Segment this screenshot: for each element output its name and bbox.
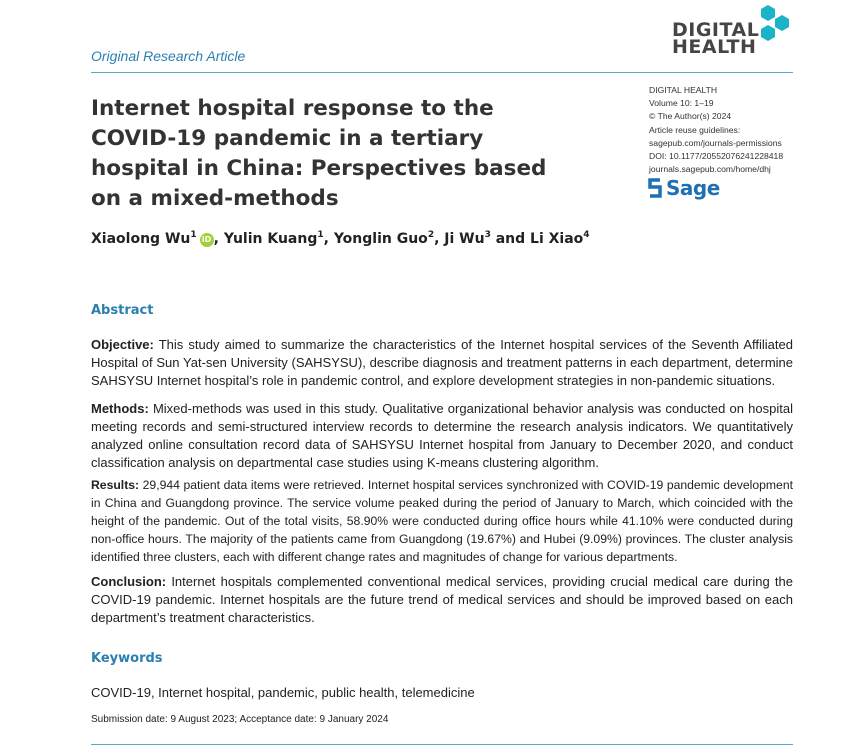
- author-name[interactable]: Yulin Kuang: [223, 231, 318, 247]
- author-affiliation: 1: [190, 230, 197, 240]
- footer-divider: [91, 744, 793, 745]
- objective-label: Objective:: [91, 337, 154, 352]
- author-affiliation: 2: [427, 230, 435, 240]
- journal-logo: [670, 4, 795, 64]
- hexagon-logo-icon: [754, 4, 794, 48]
- author-affiliation: 3: [484, 230, 491, 240]
- publisher-name: Sage: [666, 176, 720, 200]
- permissions-link[interactable]: sagepub.com/journals-permissions: [649, 137, 782, 148]
- conclusion-text: Internet hospitals complemented conventional medical services, providing crucial medical care during the COVID-19 pandemic. Internet hospitals are the future trend of medical services and should be improved based on each department’s treatment characteristics.: [91, 574, 793, 625]
- keywords-heading: Keywords: [91, 651, 163, 666]
- submission-dates: Submission date: 9 August 2023; Acceptance date: 9 January 2024: [91, 714, 389, 725]
- author-name[interactable]: Li Xiao: [530, 231, 584, 247]
- results-label: Results:: [91, 478, 140, 492]
- article-title: Internet hospital response to the COVID-19 pandemic in a tertiary hospital in China: Perspectives based on a mixed-methods: [91, 96, 547, 211]
- author-separator: ,: [434, 231, 445, 247]
- reuse-guidelines-label: Article reuse guidelines:: [649, 124, 741, 135]
- methods-text: Mixed-methods was used in this study. Qualitative organizational behavior analysis was conducted on hospital meeting records and semi-structured interview records to determine the research analysis indicators. We quantitatively analyzed online consultation record data of SAHSYSU Internet hospital from January to December 2020, and conduct classification analysis on departmental case studies using K-means clustering algorithm.: [91, 401, 793, 470]
- logo-wordmark: [672, 19, 760, 58]
- author-name[interactable]: Xiaolong Wu: [91, 231, 191, 247]
- publisher-logo: [648, 175, 720, 201]
- journal-copyright: © The Author(s) 2024: [649, 111, 732, 122]
- author-name[interactable]: Ji Wu: [444, 231, 485, 247]
- header-divider: [91, 72, 793, 73]
- sage-mark-icon: [648, 177, 662, 199]
- abstract-methods: [91, 400, 793, 472]
- author-affiliation: 1: [317, 230, 324, 240]
- journal-name: DIGITAL HEALTH: [649, 85, 718, 95]
- results-text: 29,944 patient data items were retrieved. Internet hospital services synchronized with COVID-19 pandemic development in China and Guangdong province. The service volume peaked during the period of January to March, which coincided with the height of the pandemic. Out of the total visits, 58.90% were conducted during office hours while 41.10% were conducted during non-office hours. The majority of the patients came from Guangdong (19.67%) and Hubei (9.09%) provinces. The cluster analysis identified three clusters, each with different change rates and magnitudes of change for various departments.: [91, 478, 793, 564]
- objective-text: This study aimed to summarize the characteristics of the Internet hospital services of the Seventh Affiliated Hospital of Sun Yat-sen University (SAHSYSU), describe diagnosis and treatment patterns in each department, determine SAHSYSU Internet hospital’s role in pandemic control, and explore development strategies in non-pandemic situations.: [91, 337, 793, 388]
- author-separator: and: [490, 231, 531, 247]
- keywords-list: COVID-19, Internet hospital, pandemic, public health, telemedicine: [91, 685, 475, 700]
- article-type: Original Research Article: [91, 48, 246, 64]
- author-list: [91, 230, 590, 247]
- abstract-objective: [91, 336, 793, 390]
- abstract-results: [91, 476, 793, 566]
- doi[interactable]: DOI: 10.1177/20552076241228418: [649, 151, 784, 162]
- author-affiliation: 4: [583, 230, 590, 240]
- abstract-heading: Abstract: [91, 303, 154, 318]
- author-name[interactable]: Yonglin Guo: [333, 231, 428, 247]
- conclusion-label: Conclusion:: [91, 574, 167, 589]
- logo-line-1: DIGITAL: [672, 19, 760, 41]
- journal-home-link[interactable]: journals.sagepub.com/home/dhj: [649, 164, 771, 175]
- methods-label: Methods:: [91, 401, 149, 416]
- author-separator: ,: [213, 231, 224, 247]
- author-separator: ,: [323, 231, 334, 247]
- logo-line-2: HEALTH: [672, 36, 757, 58]
- orcid-icon[interactable]: iD: [200, 233, 214, 247]
- journal-volume: Volume 10: 1–19: [649, 98, 714, 109]
- abstract-conclusion: [91, 573, 793, 627]
- journal-info: [649, 84, 809, 176]
